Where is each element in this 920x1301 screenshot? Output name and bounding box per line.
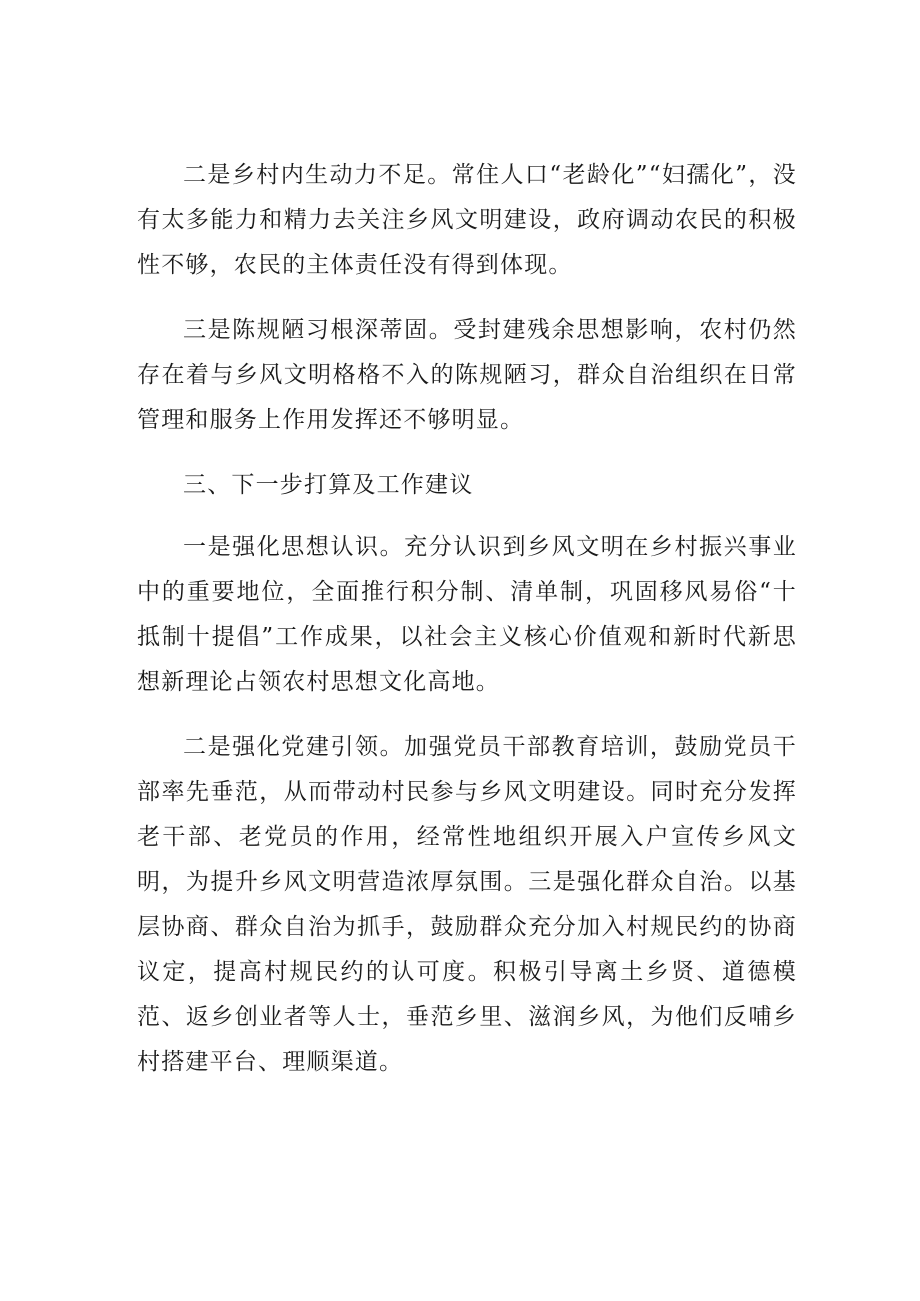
paragraph-party-building: 二是强化党建引领。加强党员干部教育培训，鼓励党员干部率先垂范，从而带动村民参与乡风文明建设。同时充分发挥老干部、老党员的作用，经常性地组织开展入户宣传乡风文明，为提升乡风文明营造浓厚氛围。三是强化群众自治。以基层协商、群众自治为抓手，鼓励群众充分加入村规民约的协商议定，提高村规民约的认可度。积极引导离土乡贤、道德模范、返乡创业者等人士，垂范乡里、滋润乡风，为他们反哺乡村搭建平台、理顺渠道。 (137, 734, 797, 1075)
paragraph-strengthen-thinking: 一是强化思想认识。充分认识到乡风文明在乡村振兴事业中的重要地位，全面推行积分制、清单制，巩固移风易俗“十抵制十提倡”工作成果，以社会主义核心价值观和新时代新思想新理论占领农村思想文化高地。 (137, 534, 797, 695)
paragraph-rural-motivation: 二是乡村内生动力不足。常住人口“老龄化”“妇孺化”，没有太多能力和精力去关注乡风文明建设，政府调动农民的积极性不够，农民的主体责任没有得到体现。 (137, 162, 797, 278)
document-body (137, 153, 797, 1105)
paragraph-outdated-customs: 三是陈规陋习根深蒂固。受封建残余思想影响，农村仍然存在着与乡风文明格格不入的陈规陋习，群众自治组织在日常管理和服务上作用发挥还不够明显。 (137, 317, 797, 433)
section-heading-next-steps: 三、下一步打算及工作建议 (183, 472, 474, 498)
